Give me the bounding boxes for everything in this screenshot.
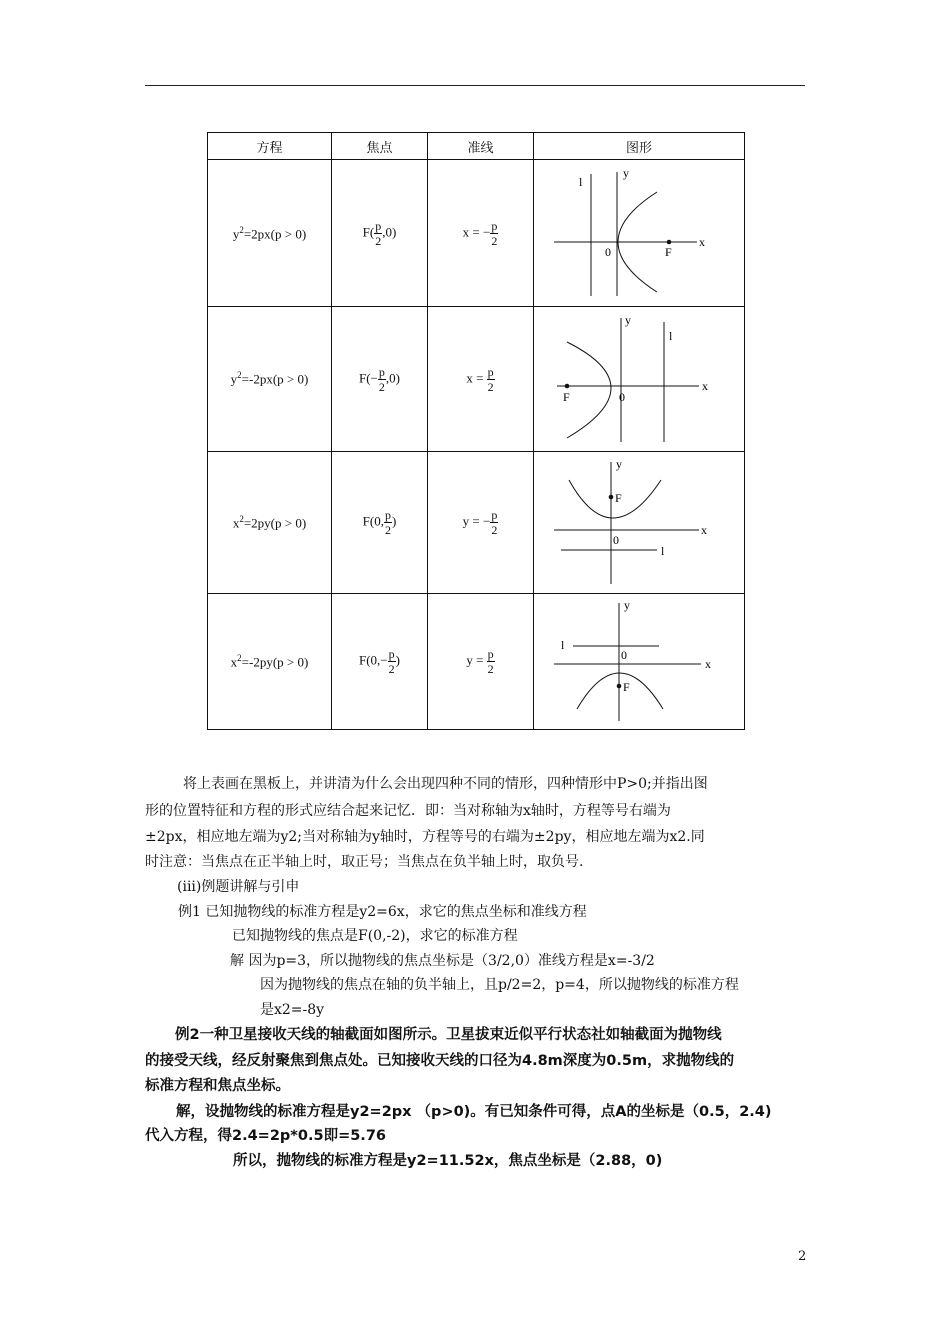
svg-text:x: x bbox=[701, 522, 707, 537]
svg-text:l: l bbox=[579, 175, 583, 190]
svg-text:x: x bbox=[705, 657, 711, 672]
svg-text:x: x bbox=[699, 235, 705, 250]
svg-text:l: l bbox=[661, 543, 665, 558]
svg-text:y: y bbox=[616, 456, 622, 471]
parabola-graph-up bbox=[549, 456, 729, 589]
header-graph: 图形 bbox=[534, 133, 745, 160]
svg-text:F: F bbox=[623, 680, 630, 695]
focus-cell: F(0,− $\frac{p}{2}$ ) bbox=[332, 593, 428, 729]
example-2-line: 的接受天线，经反射聚焦到焦点处。已知接收天线的口径为4.8m深度为0.5m，求抛物线的 bbox=[145, 1053, 735, 1069]
table-header-row bbox=[208, 133, 745, 160]
svg-text:0: 0 bbox=[613, 532, 619, 547]
solution-line: 因为抛物线的焦点在轴的负半轴上，且p/2=2，p=4，所以抛物线的标准方程 bbox=[260, 977, 739, 993]
directrix-cell: y = − $\frac{p}{2}$ bbox=[428, 451, 534, 593]
example-2-line: 标准方程和焦点坐标。 bbox=[145, 1078, 290, 1094]
svg-text:y: y bbox=[625, 312, 631, 327]
svg-text:x: x bbox=[702, 378, 708, 393]
header-rule bbox=[145, 85, 805, 86]
directrix-cell: x = $\frac{p}{2}$ bbox=[428, 307, 534, 451]
example-1-line: 例1 已知抛物线的标准方程是y2=6x，求它的焦点坐标和准线方程 bbox=[178, 904, 587, 920]
solution-line: 是x2=-8y bbox=[260, 1002, 325, 1018]
graph-cell bbox=[534, 307, 745, 451]
example-2-line: 例2一种卫星接收天线的轴截面如图所示。卫星拔束近似平行状态社如轴截面为抛物线 bbox=[175, 1027, 722, 1043]
header-focus: 焦点 bbox=[332, 133, 428, 160]
equation-cell: $x^2=-2py(p > 0)$ bbox=[208, 593, 332, 729]
directrix-cell: y = $\frac{p}{2}$ bbox=[428, 593, 534, 729]
svg-text:y: y bbox=[623, 166, 629, 181]
parabola-table bbox=[207, 132, 745, 730]
page-number: 2 bbox=[798, 1249, 807, 1264]
svg-text:l: l bbox=[669, 328, 673, 343]
equation-cell: $x^2=2py(p > 0)$ bbox=[208, 451, 332, 593]
focus-cell: F(0, $\frac{p}{2}$ ) bbox=[332, 451, 428, 593]
table-row bbox=[208, 451, 745, 593]
parabola-graph-left bbox=[549, 312, 729, 447]
table-row bbox=[208, 593, 745, 729]
header-directrix: 准线 bbox=[428, 133, 534, 160]
section-heading: (iii)例题讲解与引申 bbox=[177, 879, 300, 895]
example-1-line: 已知抛物线的焦点是F(0,-2)，求它的标准方程 bbox=[232, 928, 518, 944]
graph-cell bbox=[534, 593, 745, 729]
svg-text:l: l bbox=[561, 638, 565, 653]
svg-text:0: 0 bbox=[605, 245, 611, 260]
svg-text:0: 0 bbox=[621, 648, 627, 663]
svg-text:0: 0 bbox=[619, 389, 625, 404]
table-row bbox=[208, 160, 745, 307]
example-2-solution: 解，设抛物线的标准方程是y2=2px （p>0)。有已知条件可得，点A的坐标是（0.5，2.4) bbox=[176, 1104, 772, 1120]
example-2-solution: 所以，抛物线的标准方程是y2=11.52x，焦点坐标是（2.88，0) bbox=[233, 1153, 663, 1169]
parabola-graph-down bbox=[549, 597, 729, 725]
svg-text:F: F bbox=[665, 245, 672, 260]
solution-line: 解 因为p=3，所以抛物线的焦点坐标是（3/2,0）准线方程是x=-3/2 bbox=[230, 953, 655, 969]
parabola-graph-right bbox=[549, 164, 729, 302]
body-line: ±2px，相应地左端为y2;当对称轴为y轴时，方程等号的右端为±2py，相应地左端为x2.同 bbox=[145, 829, 705, 845]
graph-cell bbox=[534, 160, 745, 307]
body-line: 时注意：当焦点在正半轴上时，取正号；当焦点在负半轴上时，取负号. bbox=[145, 854, 584, 870]
body-line: 将上表画在黑板上，并讲清为什么会出现四种不同的情形，四种情形中P>0;并指出图 bbox=[183, 776, 708, 792]
svg-text:F: F bbox=[563, 389, 570, 404]
svg-text:y: y bbox=[624, 598, 630, 613]
table-row bbox=[208, 307, 745, 451]
focus-cell: F(− $\frac{p}{2}$ ,0) bbox=[332, 307, 428, 451]
header-equation: 方程 bbox=[208, 133, 332, 160]
graph-cell bbox=[534, 451, 745, 593]
example-2-solution: 代入方程，得2.4=2p*0.5即=5.76 bbox=[145, 1128, 386, 1144]
equation-cell: $y^2=2px(p > 0)$ bbox=[208, 160, 332, 307]
body-line: 形的位置特征和方程的形式应结合起来记忆．即：当对称轴为x轴时，方程等号右端为 bbox=[145, 803, 671, 819]
equation-cell: $y^2=-2px(p > 0)$ bbox=[208, 307, 332, 451]
focus-cell: F( $\frac{p}{2}$ ,0) bbox=[332, 160, 428, 307]
svg-text:F: F bbox=[615, 490, 622, 505]
directrix-cell: x = − $\frac{p}{2}$ bbox=[428, 160, 534, 307]
